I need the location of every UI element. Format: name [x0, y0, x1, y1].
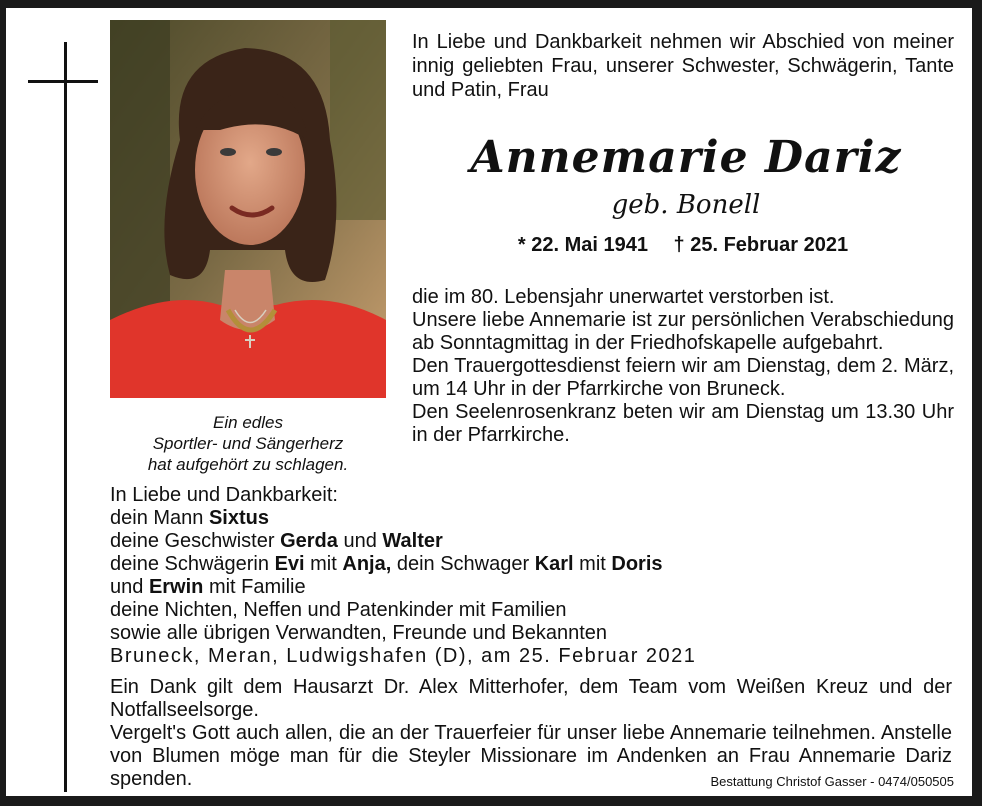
mourner-line-nieces: deine Nichten, Neffen und Patenkinder mit Familien [110, 599, 567, 621]
mourner-name: Karl [534, 553, 574, 575]
mourner-name: Doris [611, 553, 663, 575]
text: und [110, 576, 149, 598]
thanks-paragraph: Ein Dank gilt dem Hausarzt Dr. Alex Mitterhofer, dem Team vom Weißen Kreuz und der Notfallseelsorge. [110, 676, 952, 721]
text: deine Geschwister [110, 530, 281, 552]
maiden-name: geb. Bonell [611, 190, 761, 220]
text: deine Schwägerin [110, 553, 275, 575]
text: dein Mann [110, 507, 209, 529]
intro-text: In Liebe und Dankbarkeit nehmen wir Abschied von meiner innig geliebten Frau, unserer Schwester, Schwägerin, Tante und Patin, Frau [412, 31, 954, 101]
text: mit Familie [203, 576, 306, 598]
caption-line: Sportler- und Sängerherz [152, 434, 344, 453]
mourner-name: Erwin [148, 576, 204, 598]
portrait-photo [110, 20, 386, 398]
cross-icon-bar [28, 80, 98, 83]
mourner-line-inlaws [110, 553, 960, 576]
mourner-line-erwin [110, 576, 960, 599]
mourner-name: Anja, [342, 553, 392, 575]
caption-line: Ein edles [213, 413, 283, 432]
deceased-name: Annemarie Dariz [470, 132, 902, 183]
mourner-name: Sixtus [208, 507, 269, 529]
mourner-name: Gerda [280, 530, 338, 552]
body-paragraph: Den Trauergottesdienst feiern wir am Dienstag, dem 2. März, um 14 Uhr in der Pfarrkirche von Bruneck. [412, 355, 954, 400]
body-paragraph: die im 80. Lebensjahr unerwartet verstorben ist. [412, 286, 835, 308]
place-and-date: Bruneck, Meran, Ludwigshafen (D), am 25. Februar 2021 [110, 645, 697, 667]
caption-line: hat aufgehört zu schlagen. [147, 455, 349, 474]
life-dates [412, 234, 954, 257]
mourner-line-husband [110, 507, 960, 530]
mourner-line-others: sowie alle übrigen Verwandten, Freunde und Bekannten [110, 622, 608, 644]
text: mit [573, 553, 612, 575]
text: dein Schwager [391, 553, 535, 575]
body-paragraph: Unsere liebe Annemarie ist zur persönlichen Verabschiedung ab Sonntagmittag in der Friedhofskapelle aufgebahrt. [412, 309, 954, 354]
mourners-heading: In Liebe und Dankbarkeit: [110, 484, 338, 506]
cross-icon [64, 42, 67, 792]
undertaker-credit: Bestattung Christof Gasser - 0474/050505 [710, 774, 954, 789]
mourner-line-siblings [110, 530, 960, 553]
mourners-list [110, 484, 960, 668]
thanks-paragraph: Vergelt's Gott auch allen, die an der Trauerfeier für unser liebe Annemarie teilnehmen. Anstelle von Blumen möge man für die Steyler Missionare im Andenken an Frau Annemarie Dariz spenden. [110, 722, 952, 790]
text: mit [304, 553, 343, 575]
obituary-card [6, 8, 972, 796]
announcement-body [412, 286, 954, 447]
mourner-name: Walter [382, 530, 443, 552]
text: und [337, 530, 383, 552]
mourner-name: Evi [274, 553, 305, 575]
body-paragraph: Den Seelenrosenkranz beten wir am Dienstag um 13.30 Uhr in der Pfarrkirche. [412, 401, 954, 446]
death-date: † 25. Februar 2021 [673, 234, 849, 256]
photo-caption [110, 412, 386, 475]
birth-date: * 22. Mai 1941 [517, 234, 648, 256]
